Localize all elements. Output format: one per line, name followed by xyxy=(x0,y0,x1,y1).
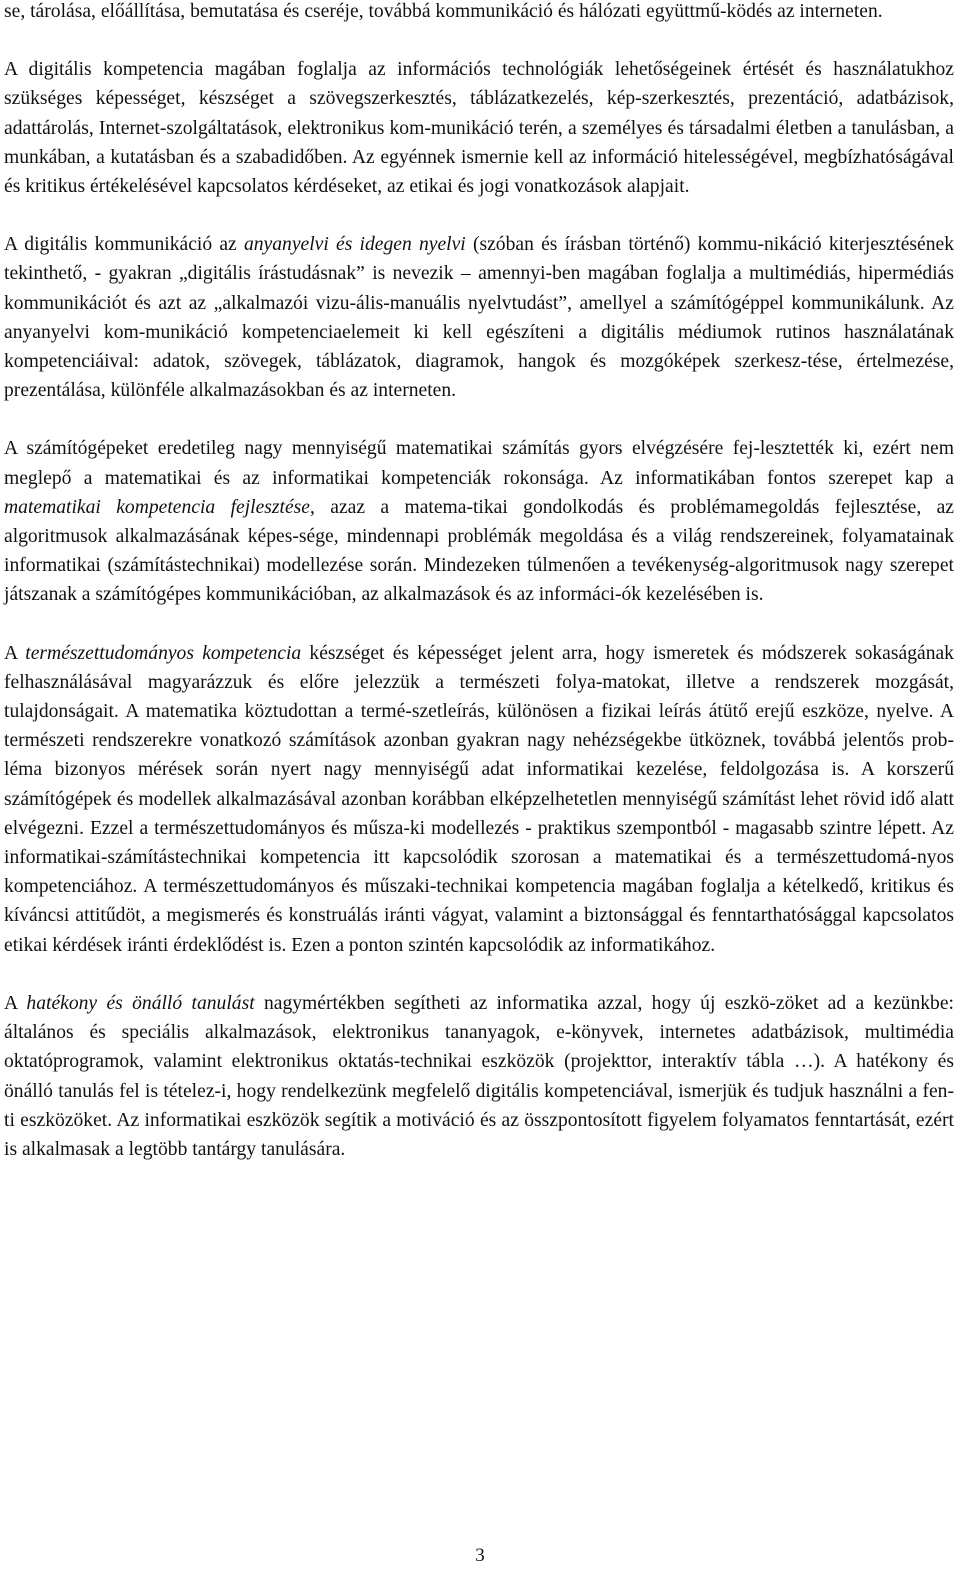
paragraph-4-text-b: , azaz a matema-tikai gondolkodás és problémamegoldás fejlesztése, az algoritmusok alkalmazásának képes-sége, mindennapi problémák megoldása és a világ rendszereinek, folyamatainak informatikai (számítástechnikai) modellezése során. Mindezeken túlmenően a tevékenység-algoritmusok nagy szerepet játszanak a számítógépes kommunikációban, az alkalmazások és az informáci-ók kezelésében is. xyxy=(4,496,954,606)
paragraph-3-text-a: A digitális kommunikáció az xyxy=(4,234,244,256)
paragraph-5-emphasis: természettudományos kompetencia xyxy=(25,642,302,664)
paragraph-hatekony-tanulas xyxy=(4,989,954,1164)
paragraph-6-emphasis: hatékony és önálló tanulást xyxy=(26,992,255,1014)
page-number: 3 xyxy=(475,1545,485,1566)
paragraph-1 xyxy=(4,0,954,26)
paragraph-digitalis-kompetencia xyxy=(4,55,954,201)
paragraph-6-text-b: nagymértékben segítheti az informatika azzal, hogy új eszkö-zöket ad a kezünkbe: általános és speciális alkalmazások, elektronikus tananyagok, e-könyvek, internetes adatbázisok, multimédia oktatóprogramok, valamint elektronikus oktatás-technikai eszközök (projekttor, interaktív tábla …). A hatékony és önálló tanulás fel is tételez-i, hogy rendelkezünk megfelelő digitális kompetenciával, ismerjük és tudjuk használni a fen-ti eszközöket. Az informatikai eszközök segítik a motiváció és az összpontosított figyelem folyamatos fenntartását, ezért is alkalmasak a legtöbb tantárgy tanulására. xyxy=(4,992,954,1160)
paragraph-matematikai-kompetencia xyxy=(4,434,954,609)
paragraph-6-text-a: A xyxy=(4,992,27,1014)
paragraph-5-text-b: készséget és képességet jelent arra, hogy ismeretek és módszerek sokaságának felhasználásával magyarázzuk és előre jelezzük a természeti folya-matokat, illetve a rendszerek mozgását, tulajdonságait. A matematika köztudottan a termé-szetleírás, különösen a fizikai leírás átütő erejű eszköze, nyelve. A természeti rendszerekre vonatkozó számítások azonban gyakran nagy nehézségekbe ütköznek, továbbá jelentős prob-léma bizonyos mérések során nyert nagy mennyiségű adat informatikai kezelése, feldolgozása is. A korszerű számítógépek és modellek alkalmazásával azonban korábban elképzelhetetlen mennyiségű számítást lehet rövid idő alatt elvégezni. Ezzel a természettudományos és műsza-ki modellezés - praktikus szempontból - magasabb szintre lépett. Az informatikai-számítástechnikai kompetencia itt kapcsolódik szorosan a matematikai és a természettudomá-nyos kompetenciához. A természettudományos és műszaki-technikai kompetencia magában foglalja a kételkedő, kritikus és kíváncsi attitűdöt, a megismerés és konstruálás iránti vágyat, valamint a biztonsággal és fenntarthatósággal kapcsolatos etikai kérdések iránti érdeklődést is. Ezen a ponton szintén kapcsolódik az informatikához. xyxy=(4,642,954,956)
paragraph-3-text-b: (szóban és írásban történő) kommu-nikáció kiterjesztésének tekinthető, - gyakran „digitális írástudásnak” is nevezik – amennyi-ben magában foglalja a multimédiás, hipermédiás kommunikációt és azt az „alkalmazói vizu-ális-manuális nyelvtudást”, amellyel a számítógéppel kommunikálunk. Az anyanyelvi kom-munikáció kompetenciaelemeit ki kell egészíteni a digitális médiumok rutinos használatának kompetenciáival: adatok, szövegek, táblázatok, diagramok, hangok és mozgóképek szerkesz-tése, értelmezése, prezentálása, különféle alkalmazásokban és az interneten. xyxy=(4,234,955,402)
paragraph-2-text: A digitális kompetencia magában foglalja az információs technológiák lehetőségeinek értését és használatukhoz szükséges képességet, készséget a szövegszerkesztés, táblázatkezelés, kép-szerkesztés, prezentáció, adatbázisok, adattárolás, Internet-szolgáltatások, elektronikus kom-munikáció terén, a személyes és társadalmi életben a tanulásban, a munkában, a kutatásban és a szabadidőben. Az egyénnek ismernie kell az információ hitelességével, megbízhatóságával és kritikus értékelésével kapcsolatos kérdéseket, az etikai és jogi vonatkozások alapjait. xyxy=(4,59,954,198)
paragraph-5-text-a: A xyxy=(4,642,26,664)
paragraph-4-emphasis: matematikai kompetencia fejlesztése xyxy=(4,496,311,518)
paragraph-3-emphasis: anyanyelvi és idegen nyelvi xyxy=(243,234,466,256)
paragraph-1-text: se, tárolása, előállítása, bemutatása és cseréje, továbbá kommunikáció és hálózati együttmű-ködés az interneten. xyxy=(4,1,883,22)
paragraph-4-text-a: A számítógépeket eredetileg nagy mennyiségű matematikai számítás gyors elvégzésére fej-lesztették ki, ezért nem meglepő a matematikai és az informatikai kompetenciák rokonsága. Az informatikában fontos szerepet kap a xyxy=(4,438,954,489)
paragraph-termeszettudomanyos-kompetencia xyxy=(4,639,954,960)
paragraph-digitalis-kommunikacio xyxy=(4,230,954,405)
document-page xyxy=(4,0,954,1193)
